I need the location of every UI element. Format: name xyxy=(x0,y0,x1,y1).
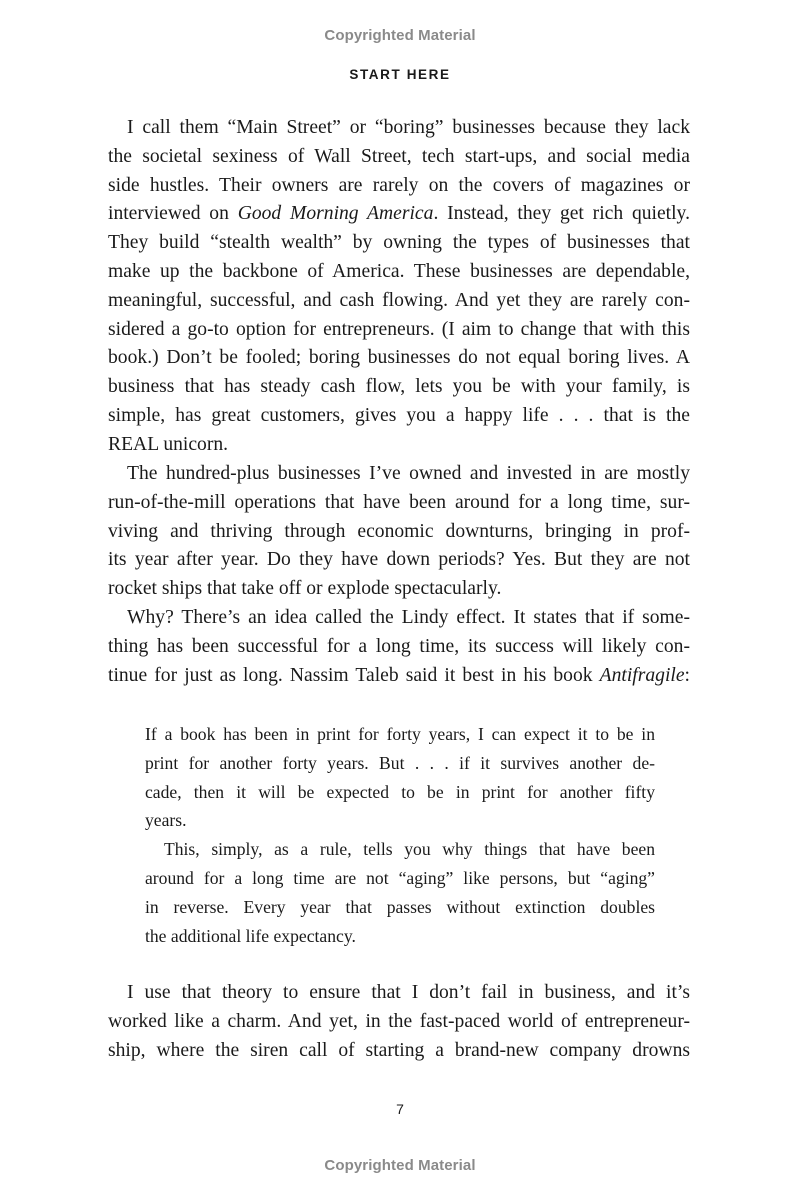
running-head: START HERE xyxy=(349,67,451,82)
text-line: run-of-the-mill operations that have been around for a long time, sur- xyxy=(108,491,690,513)
quote-line: cade, then it will be expected to be in print for another fifty xyxy=(145,781,655,802)
text-line xyxy=(108,662,690,691)
paragraph-1 xyxy=(108,114,690,460)
quote-line: in reverse. Every year that passes without extinction doubles xyxy=(145,896,655,917)
text-line: worked like a charm. And yet, in the fast-paced world of entrepreneur- xyxy=(108,1010,690,1032)
quote-line: the additional life expectancy. xyxy=(145,925,356,946)
block-quote xyxy=(145,720,655,950)
text-line: the societal sexiness of Wall Street, tech start-ups, and social media xyxy=(108,145,690,167)
text-line: sidered a go-to option for entrepreneurs. (I aim to change that with this xyxy=(108,318,690,340)
book-title-italic: Good Morning America xyxy=(237,203,434,225)
quote-line: If a book has been in print for forty years, I can expect it to be in xyxy=(145,724,655,744)
text-run: : xyxy=(684,664,690,686)
text-line: business that has steady cash flow, lets you be with your family, is xyxy=(108,376,690,398)
text-line: I call them “Main Street” or “boring” businesses because they lack xyxy=(127,117,690,138)
text-line: its year after year. Do they have down periods? Yes. But they are not xyxy=(108,549,690,571)
text-line: book.) Don’t be fooled; boring businesses do not equal boring lives. A xyxy=(108,347,690,369)
text-line: viving and thriving through economic downturns, bringing in prof- xyxy=(108,520,690,542)
text-line: thing has been successful for a long time, its success will likely con- xyxy=(108,635,690,657)
text-run: interviewed on xyxy=(108,203,238,225)
text-line: They build “stealth wealth” by owning the types of businesses that xyxy=(108,232,690,254)
quote-line: This, simply, as a rule, tells you why things that have been xyxy=(164,839,655,860)
text-run: . Instead, they get rich quietly. xyxy=(433,203,690,225)
paragraph-2 xyxy=(108,460,690,604)
text-line: rocket ships that take off or explode spectacularly. xyxy=(108,578,502,600)
paragraph-3 xyxy=(108,604,690,690)
watermark-top: Copyrighted Material xyxy=(324,27,476,44)
page-number: 7 xyxy=(396,1101,404,1117)
text-line: simple, has great customers, gives you a happy life . . . that is the xyxy=(108,404,690,426)
text-line: REAL unicorn. xyxy=(108,433,229,455)
watermark-bottom: Copyrighted Material xyxy=(324,1157,476,1174)
text-line: ship, where the siren call of starting a brand-new company drowns xyxy=(108,1039,690,1061)
paragraph-4 xyxy=(108,979,690,1065)
text-line: side hustles. Their owners are rarely on the covers of magazines or xyxy=(108,174,690,196)
book-title-italic: Antifragile xyxy=(599,664,685,686)
text-run: tinue for just as long. Nassim Taleb said it best in his book xyxy=(108,664,600,686)
text-line: I use that theory to ensure that I don’t fail in business, and it’s xyxy=(127,982,690,1003)
text-line xyxy=(108,200,690,229)
quote-line: print for another forty years. But . . . if it survives another de- xyxy=(145,752,655,773)
text-line: make up the backbone of America. These businesses are dependable, xyxy=(108,260,690,282)
text-line: Why? There’s an idea called the Lindy effect. It states that if some- xyxy=(127,607,690,628)
text-line: The hundred-plus businesses I’ve owned and invested in are mostly xyxy=(127,463,690,484)
text-line: meaningful, successful, and cash flowing. And yet they are rarely con- xyxy=(108,289,690,311)
quote-line: around for a long time are not “aging” like persons, but “aging” xyxy=(145,867,655,888)
quote-line: years. xyxy=(145,810,187,831)
